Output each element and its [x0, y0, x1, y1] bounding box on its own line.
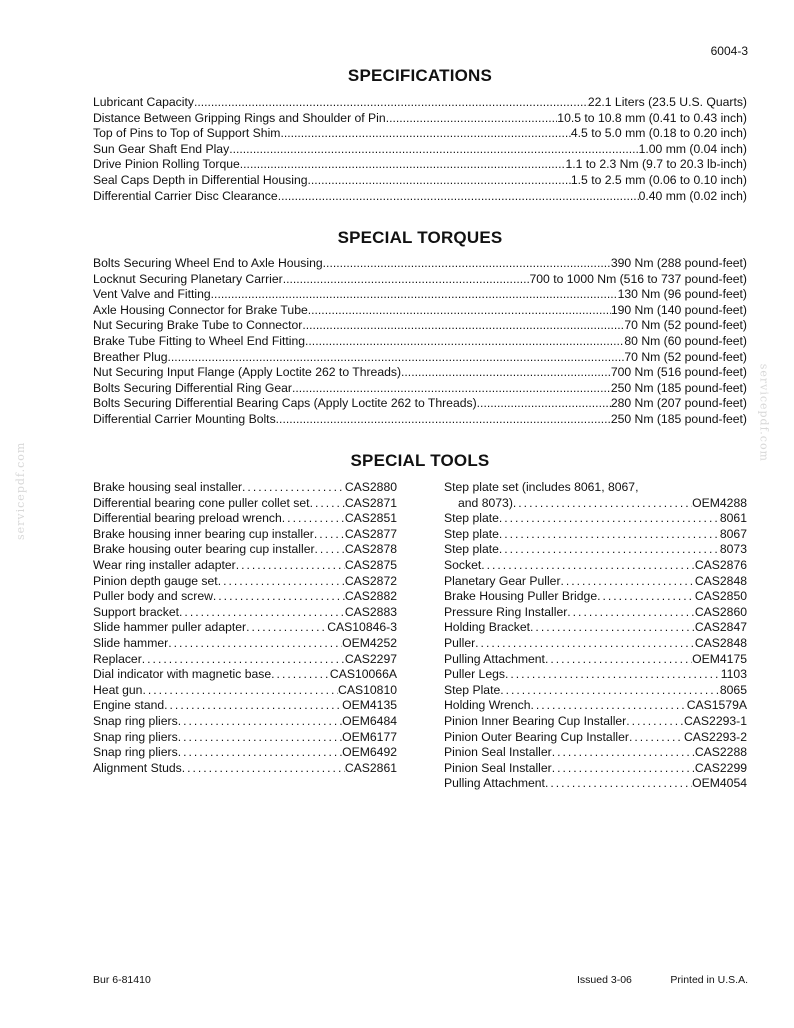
tool-row-label: Brake housing seal installer — [93, 480, 243, 494]
tool-row-label: Snap ring pliers — [93, 713, 178, 728]
tool-row — [444, 527, 747, 543]
tool-row — [93, 698, 397, 714]
tool-row-value: OEM6492 — [342, 745, 397, 760]
tools-right-column — [444, 480, 747, 792]
tool-row-value: 8065 — [719, 682, 747, 697]
dot-leader — [323, 256, 611, 272]
dot-leader — [308, 173, 571, 189]
torque-row-label: Vent Valve and Fitting — [93, 287, 211, 302]
spec-row-value: 0.40 mm (0.02 inch) — [638, 188, 747, 203]
tool-row — [93, 652, 397, 668]
torque-row-label: Brake Tube Fitting to Wheel End Fitting — [93, 333, 306, 348]
tool-row-value: CAS2293-1 — [683, 713, 747, 728]
footer-printed: Printed in U.S.A. — [670, 974, 748, 986]
tool-row-value: OEM6177 — [342, 729, 397, 744]
torque-row — [93, 365, 747, 381]
tool-row-value: CAS2850 — [694, 589, 747, 604]
page-number: 6004-3 — [710, 44, 748, 58]
tool-row-value: CAS2872 — [344, 573, 397, 588]
tool-row-value: CAS2871 — [344, 495, 397, 510]
torque-row-value: 700 Nm (516 pound-feet) — [610, 365, 747, 380]
tool-row — [444, 714, 747, 730]
dot-leader — [386, 111, 558, 127]
dot-leader — [545, 652, 692, 668]
dot-leader — [246, 620, 327, 636]
dot-leader — [531, 698, 687, 714]
tool-row — [93, 745, 397, 761]
tool-row — [444, 667, 747, 683]
dot-leader — [182, 761, 345, 777]
dot-leader — [240, 157, 566, 173]
tool-row-label: Puller Legs — [444, 667, 505, 682]
tool-row — [93, 589, 397, 605]
tool-row-value: OEM4252 — [342, 635, 397, 650]
tool-row-label: Replacer — [93, 651, 142, 666]
dot-leader — [168, 350, 625, 366]
tool-row-value: CAS10066A — [329, 667, 397, 682]
torque-row-value: 280 Nm (207 pound-feet) — [610, 396, 747, 411]
tool-row — [444, 605, 747, 621]
tool-row — [444, 620, 747, 636]
tool-row — [444, 652, 747, 668]
torque-row — [93, 287, 747, 303]
spec-row — [93, 142, 747, 158]
spec-row-label: Differential Carrier Disc Clearance — [93, 188, 278, 203]
watermark-right: servicepdf.com — [757, 363, 770, 462]
dot-leader — [178, 730, 342, 746]
tool-row-value: OEM6484 — [342, 713, 397, 728]
dot-leader — [278, 189, 639, 205]
tool-row-value: CAS2299 — [694, 760, 747, 775]
tool-row-value: CAS2882 — [344, 589, 397, 604]
dot-leader — [500, 683, 720, 699]
torque-row-value: 250 Nm (185 pound-feet) — [610, 411, 747, 426]
dot-leader — [229, 142, 638, 158]
torque-row — [93, 334, 747, 350]
torques-heading: SPECIAL TORQUES — [337, 228, 503, 247]
dot-leader — [308, 303, 611, 319]
torque-row-value: 250 Nm (185 pound-feet) — [610, 380, 747, 395]
tool-row — [93, 761, 397, 777]
tool-row-label: Pinion Outer Bearing Cup Installer — [444, 729, 629, 744]
torque-row-value: 190 Nm (140 pound-feet) — [610, 302, 747, 317]
tool-row-label: Step plate — [444, 542, 499, 557]
tool-row-value: CAS10810 — [338, 682, 397, 697]
torque-row-label: Bolts Securing Differential Ring Gear — [93, 380, 292, 395]
dot-leader — [218, 574, 345, 590]
tool-row-value: CAS2880 — [344, 480, 397, 494]
torque-row-value: 70 Nm (52 pound-feet) — [624, 318, 747, 333]
dot-leader — [213, 589, 345, 605]
dot-leader — [178, 714, 342, 730]
tool-row-label: Pinion Inner Bearing Cup Installer — [444, 713, 627, 728]
torque-row — [93, 381, 747, 397]
tool-row — [93, 480, 397, 496]
tool-row — [93, 574, 397, 590]
tool-row-value: CAS1579A — [686, 698, 747, 713]
spec-row-value: 22.1 Liters (23.5 U.S. Quarts) — [587, 95, 747, 109]
spec-row-label: Seal Caps Depth in Differential Housing — [93, 172, 308, 187]
tool-row — [93, 605, 397, 621]
tool-row-label: Support bracket — [93, 604, 180, 619]
tool-row — [93, 558, 397, 574]
dot-leader — [302, 318, 624, 334]
spec-row-label: Drive Pinion Rolling Torque — [93, 157, 240, 172]
dot-leader — [194, 95, 588, 111]
torque-row — [93, 412, 747, 428]
tool-row — [444, 589, 747, 605]
dot-leader — [314, 527, 345, 543]
dot-leader — [513, 496, 692, 512]
specifications-list — [93, 95, 747, 204]
dot-leader — [626, 714, 684, 730]
dot-leader — [168, 636, 342, 652]
dot-leader — [552, 745, 695, 761]
tool-row-label: Differential bearing preload wrench — [93, 511, 282, 526]
tool-row-label: Socket — [444, 557, 482, 572]
tool-row-value: CAS2293-2 — [683, 729, 747, 744]
tool-row-label: Pulling Attachment — [444, 651, 545, 666]
torque-row-label: Bolts Securing Differential Bearing Caps (Apply Loctite 262 to Threads) — [93, 396, 477, 411]
tool-label-continued: Step plate set (includes 8061, 8067, — [444, 480, 639, 494]
dot-leader — [477, 396, 611, 412]
spec-row-value: 4.5 to 5.0 mm (0.18 to 0.20 inch) — [570, 126, 747, 141]
tool-row-value: CAS10846-3 — [327, 620, 397, 635]
torque-row-label: Nut Securing Brake Tube to Connector — [93, 318, 303, 333]
tool-row-label: Step plate — [444, 511, 499, 526]
tool-row — [444, 574, 747, 590]
tool-row-value: CAS2851 — [344, 511, 397, 526]
torque-row-label: Nut Securing Input Flange (Apply Loctite 262 to Threads) — [93, 365, 402, 380]
dot-leader — [271, 667, 330, 683]
dot-leader — [505, 667, 721, 683]
tool-row-value: CAS2288 — [694, 745, 747, 760]
tool-row-label: Pressure Ring Installer — [444, 604, 568, 619]
tool-row — [93, 683, 397, 699]
dot-leader — [280, 126, 570, 142]
dot-leader — [310, 496, 345, 512]
spec-row — [93, 189, 747, 205]
footer-issued: Issued 3-06 — [577, 974, 632, 986]
torque-row-value: 390 Nm (288 pound-feet) — [610, 256, 747, 270]
torque-row — [93, 396, 747, 412]
dot-leader — [276, 412, 611, 428]
tool-row-label: Snap ring pliers — [93, 729, 178, 744]
tool-row-value: CAS2847 — [694, 620, 747, 635]
tool-row-value: CAS2876 — [694, 557, 747, 572]
torque-row — [93, 272, 747, 288]
spec-row — [93, 111, 747, 127]
tool-row — [93, 542, 397, 558]
torque-row — [93, 256, 747, 272]
tool-row-label: Pulling Attachment — [444, 776, 545, 791]
tool-row-label: Step Plate — [444, 682, 501, 697]
tool-row-label: Wear ring installer adapter — [93, 557, 236, 572]
tool-row — [444, 636, 747, 652]
tool-row — [93, 511, 397, 527]
tool-row — [93, 527, 397, 543]
spec-row — [93, 157, 747, 173]
tool-row-value: 8061 — [719, 511, 747, 526]
tool-row — [444, 698, 747, 714]
dot-leader — [142, 652, 345, 668]
tools-heading: SPECIAL TOOLS — [350, 451, 490, 470]
dot-leader — [236, 558, 345, 574]
tool-row — [444, 761, 747, 777]
tool-row — [444, 558, 747, 574]
tool-row-label: Heat gun — [93, 682, 143, 697]
tool-row — [93, 730, 397, 746]
spec-row — [93, 95, 747, 111]
dot-leader — [142, 683, 338, 699]
tool-row-value: CAS2877 — [344, 526, 397, 541]
tool-row — [444, 683, 747, 699]
dot-leader — [315, 542, 345, 558]
dot-leader — [530, 620, 695, 636]
torque-row — [93, 303, 747, 319]
tool-row-value: CAS2848 — [694, 635, 747, 650]
tool-row — [444, 745, 747, 761]
tool-row-value: OEM4054 — [692, 776, 747, 791]
torque-row-label: Breather Plug — [93, 349, 168, 364]
tool-row-label: and 8073) — [458, 495, 513, 510]
tool-row-label: Differential bearing cone puller collet set — [93, 495, 310, 510]
tool-row-value: CAS2875 — [344, 557, 397, 572]
torque-row-label: Bolts Securing Wheel End to Axle Housing — [93, 256, 323, 270]
dot-leader — [475, 636, 695, 652]
torque-row-value: 70 Nm (52 pound-feet) — [624, 349, 747, 364]
dot-leader — [499, 511, 720, 527]
spec-row-label: Distance Between Gripping Rings and Shoulder of Pin — [93, 110, 386, 125]
dot-leader — [305, 334, 624, 350]
tool-row-label: Pinion Seal Installer — [444, 760, 552, 775]
tool-row-label: Holding Wrench — [444, 698, 531, 713]
tool-row — [93, 496, 397, 512]
tool-row-label: Puller — [444, 635, 476, 650]
tool-row-value: CAS2861 — [344, 760, 397, 775]
watermark-left: servicepdf.com — [14, 441, 27, 540]
tool-row — [93, 620, 397, 636]
dot-leader — [499, 527, 720, 543]
tool-row-label: Pinion Seal Installer — [444, 745, 552, 760]
tool-row — [444, 776, 747, 792]
tool-row-label: Planetary Gear Puller — [444, 573, 561, 588]
tool-row-value: CAS2860 — [694, 604, 747, 619]
tool-row-value: 8073 — [719, 542, 747, 557]
spec-row-label: Lubricant Capacity — [93, 95, 194, 109]
specifications-heading: SPECIFICATIONS — [347, 66, 493, 85]
spec-row — [93, 173, 747, 189]
torques-list — [93, 256, 747, 428]
dot-leader — [211, 287, 618, 303]
dot-leader — [242, 480, 345, 496]
tool-row-label: Engine stand — [93, 698, 165, 713]
tool-row — [444, 730, 747, 746]
dot-leader — [499, 542, 720, 558]
tool-row-value: 8067 — [719, 526, 747, 541]
dot-leader — [552, 761, 695, 777]
spec-row-value: 1.5 to 2.5 mm (0.06 to 0.10 inch) — [570, 172, 747, 187]
tool-row-label: Slide hammer — [93, 635, 169, 650]
dot-leader — [401, 365, 611, 381]
tool-row-value: CAS2878 — [344, 542, 397, 557]
tool-row-value: OEM4135 — [342, 698, 397, 713]
dot-leader — [545, 776, 692, 792]
tool-row-value: 1103 — [720, 667, 747, 682]
tool-row-label: Holding Bracket — [444, 620, 531, 635]
dot-leader — [597, 589, 695, 605]
torque-row-label: Locknut Securing Planetary Carrier — [93, 271, 283, 286]
torque-row-label: Axle Housing Connector for Brake Tube — [93, 302, 308, 317]
dot-leader — [283, 272, 530, 288]
spec-row-value: 1.00 mm (0.04 inch) — [638, 141, 747, 156]
tool-row-label: Brake housing inner bearing cup installer — [93, 526, 314, 541]
tool-row — [93, 636, 397, 652]
tool-row-label: Slide hammer puller adapter — [93, 620, 247, 635]
tool-row — [444, 496, 747, 512]
dot-leader — [561, 574, 695, 590]
spec-row-value: 10.5 to 10.8 mm (0.41 to 0.43 inch) — [557, 110, 747, 125]
tool-row-label: Brake Housing Puller Bridge — [444, 589, 598, 604]
torque-row-value: 700 to 1000 Nm (516 to 737 pound-feet) — [529, 271, 747, 286]
torque-row-value: 80 Nm (60 pound-feet) — [624, 333, 747, 348]
tool-row-value: CAS2297 — [344, 651, 397, 666]
dot-leader — [179, 605, 345, 621]
spec-row-value: 1.1 to 2.3 Nm (9.7 to 20.3 lb-inch) — [565, 157, 747, 172]
tool-row-label: Step plate — [444, 526, 499, 541]
tool-row — [444, 511, 747, 527]
tool-row-value: CAS2883 — [344, 604, 397, 619]
tool-row-value: CAS2848 — [694, 573, 747, 588]
torque-row-label: Differential Carrier Mounting Bolts — [93, 411, 276, 426]
spec-row-label: Sun Gear Shaft End Play — [93, 141, 230, 156]
dot-leader — [292, 381, 611, 397]
dot-leader — [178, 745, 342, 761]
tool-row-label: Puller body and screw — [93, 589, 213, 604]
tool-row-label: Dial indicator with magnetic base — [93, 667, 272, 682]
dot-leader — [567, 605, 695, 621]
dot-leader — [629, 730, 684, 746]
tool-row — [93, 667, 397, 683]
footer-doc-number: Bur 6-81410 — [93, 974, 151, 986]
torque-row-value: 130 Nm (96 pound-feet) — [617, 287, 747, 302]
tool-row-label: Snap ring pliers — [93, 745, 178, 760]
tool-row-label: Brake housing outer bearing cup installer — [93, 542, 315, 557]
dot-leader — [164, 698, 342, 714]
tool-row — [93, 714, 397, 730]
tool-row-value: OEM4288 — [692, 495, 747, 510]
tool-row-label: Alignment Studs — [93, 760, 182, 775]
dot-leader — [282, 511, 345, 527]
tool-row-value: OEM4175 — [692, 651, 747, 666]
torque-row — [93, 318, 747, 334]
dot-leader — [481, 558, 695, 574]
tool-row-label: Pinion depth gauge set — [93, 573, 218, 588]
torque-row — [93, 350, 747, 366]
spec-row — [93, 126, 747, 142]
tools-left-column — [93, 480, 397, 776]
tool-row — [444, 542, 747, 558]
spec-row-label: Top of Pins to Top of Support Shim — [93, 126, 281, 141]
